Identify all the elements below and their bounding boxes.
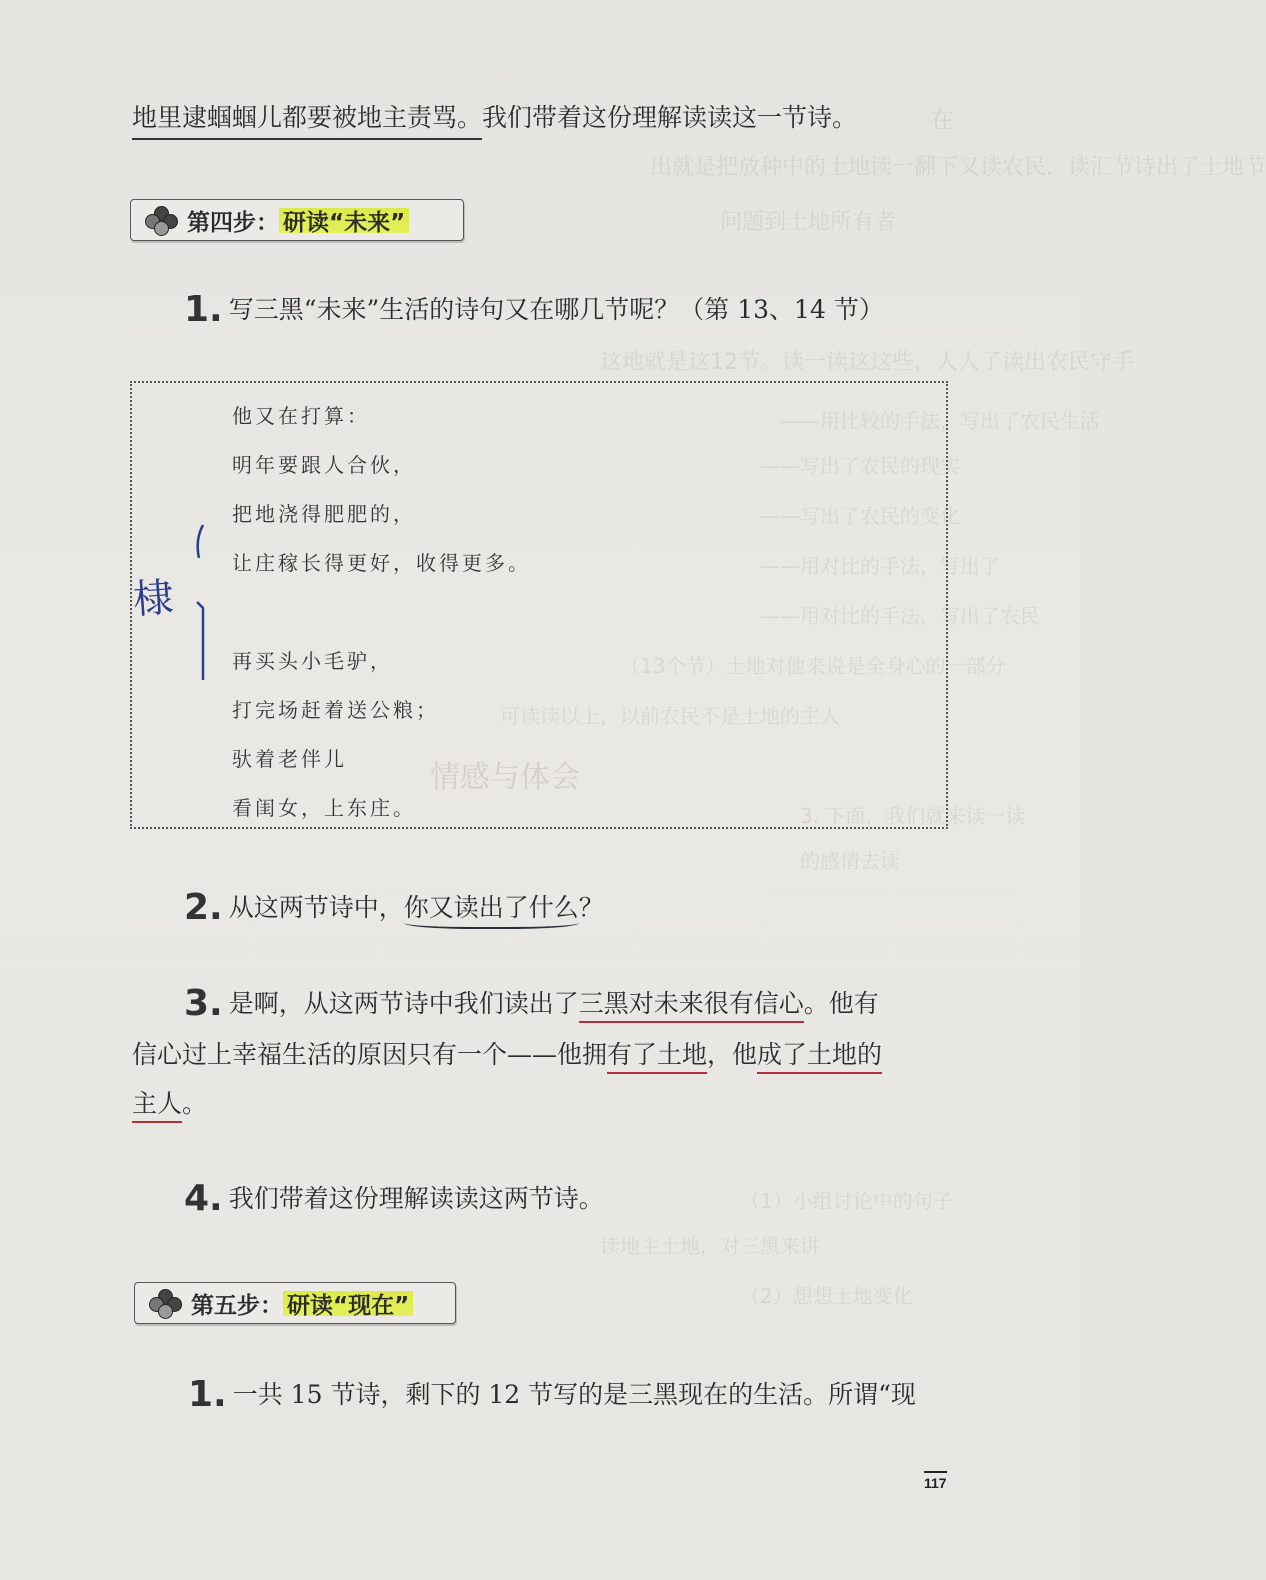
text-span: 是啊，从这两节诗中我们读出了 bbox=[228, 989, 579, 1018]
poem-line: 让庄稼长得更好，收得更多。 bbox=[232, 551, 531, 575]
question-number: 1. bbox=[188, 1374, 227, 1415]
step4-header bbox=[130, 199, 464, 241]
show-through-text: 出就是把放种中的土地读一翻下又读农民，读汇节诗出了土地节 bbox=[650, 155, 1266, 180]
handwritten-note: 棣 bbox=[131, 574, 175, 624]
question-3-line-3 bbox=[132, 1087, 207, 1121]
poem-line: 看闺女，上东庄。 bbox=[232, 796, 416, 820]
text-span: ，他 bbox=[707, 1040, 758, 1069]
handwritten-bracket bbox=[185, 520, 215, 685]
question-3-line-1 bbox=[184, 983, 879, 1024]
show-through-text: （13个节）土地对他来说是全身心的一部分 bbox=[620, 654, 1006, 678]
show-through-text: （1）小组讨论中的句子 bbox=[740, 1189, 953, 1213]
poem-line: 明年要跟人合伙， bbox=[232, 453, 416, 477]
poem-line: 把地浇得肥肥的， bbox=[232, 502, 416, 526]
question-number: 4. bbox=[184, 1178, 223, 1219]
red-underlined-phrase: 主人 bbox=[132, 1089, 182, 1123]
question-text: 我们带着这份理解读读这两节诗。 bbox=[228, 1184, 604, 1213]
question-number: 3. bbox=[184, 983, 223, 1024]
question-1 bbox=[184, 289, 884, 330]
show-through-text: 问题到土地所有者 bbox=[720, 210, 897, 235]
red-underlined-phrase: 有了土地 bbox=[607, 1040, 707, 1074]
question-2 bbox=[184, 887, 604, 928]
text-span: 。他有 bbox=[803, 989, 879, 1018]
show-through-text: 这地就是这12节。读一读这这些，人人了读出农民守手 bbox=[600, 350, 1134, 375]
question-number: 2. bbox=[184, 887, 223, 928]
step5-question-1 bbox=[188, 1374, 916, 1415]
question-3-line-2 bbox=[132, 1038, 882, 1072]
question-number: 1. bbox=[184, 289, 223, 330]
show-through-text: 3. 下面，我们就来读一读 bbox=[800, 804, 1026, 828]
clover-icon bbox=[149, 1289, 181, 1317]
poem-line: 他又在打算： bbox=[232, 404, 370, 428]
show-through-text: （2）想想土地变化 bbox=[740, 1284, 913, 1308]
poem-line: 打完场赶着送公粮； bbox=[232, 698, 439, 722]
sentence: 我们带着这份理解读读这一节诗。 bbox=[482, 103, 858, 132]
question-text: 一共 15 节诗，剩下的 12 节写的是三黑现在的生活。所谓“现 bbox=[232, 1380, 916, 1409]
paragraph-line bbox=[132, 101, 857, 135]
show-through-text: ——写出了农民的现实 bbox=[760, 454, 960, 478]
step4-title: 研读“未来” bbox=[279, 204, 409, 237]
show-through-text: ——用对比的手法，写出了 bbox=[760, 554, 1000, 578]
step5-title: 研读“现在” bbox=[283, 1287, 413, 1320]
poem-line: 再买头小毛驴， bbox=[232, 649, 393, 673]
show-through-handwriting: 情感与体会 bbox=[430, 760, 580, 795]
text-span: 。 bbox=[182, 1089, 208, 1118]
show-through-text: ——写出了农民的变化 bbox=[760, 504, 960, 528]
red-underlined-phrase: 三黑对未来很有信心 bbox=[579, 989, 804, 1023]
show-through-text: 在 bbox=[930, 106, 954, 134]
page-number: 117 bbox=[924, 1471, 947, 1491]
underlined-phrase: 你又读出了什么 bbox=[404, 893, 579, 929]
step5-header bbox=[134, 1282, 456, 1324]
question-text: 从这两节诗中， bbox=[228, 893, 404, 922]
step4-prefix: 第四步： bbox=[187, 209, 279, 236]
underlined-phrase: 地里逮蝈蝈儿都要被地主责骂。 bbox=[132, 103, 482, 140]
show-through-text: 可读读以上，以前农民不是土地的主人 bbox=[500, 704, 840, 728]
clover-icon bbox=[145, 206, 177, 234]
text-span: 信心过上幸福生活的原因只有一个——他拥 bbox=[132, 1040, 608, 1069]
poem-line: 驮着老伴儿 bbox=[232, 747, 347, 771]
show-through-text: 的感情去读 bbox=[800, 849, 900, 873]
show-through-text: ——用比较的手法，写出了农民生活 bbox=[780, 409, 1100, 433]
question-4 bbox=[184, 1178, 604, 1219]
show-through-text: 读地主土地，对三黑来讲 bbox=[600, 1234, 820, 1258]
show-through-text: ——用对比的手法，写出了农民 bbox=[760, 604, 1040, 628]
step5-prefix: 第五步： bbox=[191, 1292, 283, 1319]
red-underlined-phrase: 成了土地的 bbox=[757, 1040, 882, 1074]
question-text: ？ bbox=[578, 893, 604, 922]
question-text: 写三黑“未来”生活的诗句又在哪几节呢？（第 13、14 节） bbox=[228, 295, 884, 324]
